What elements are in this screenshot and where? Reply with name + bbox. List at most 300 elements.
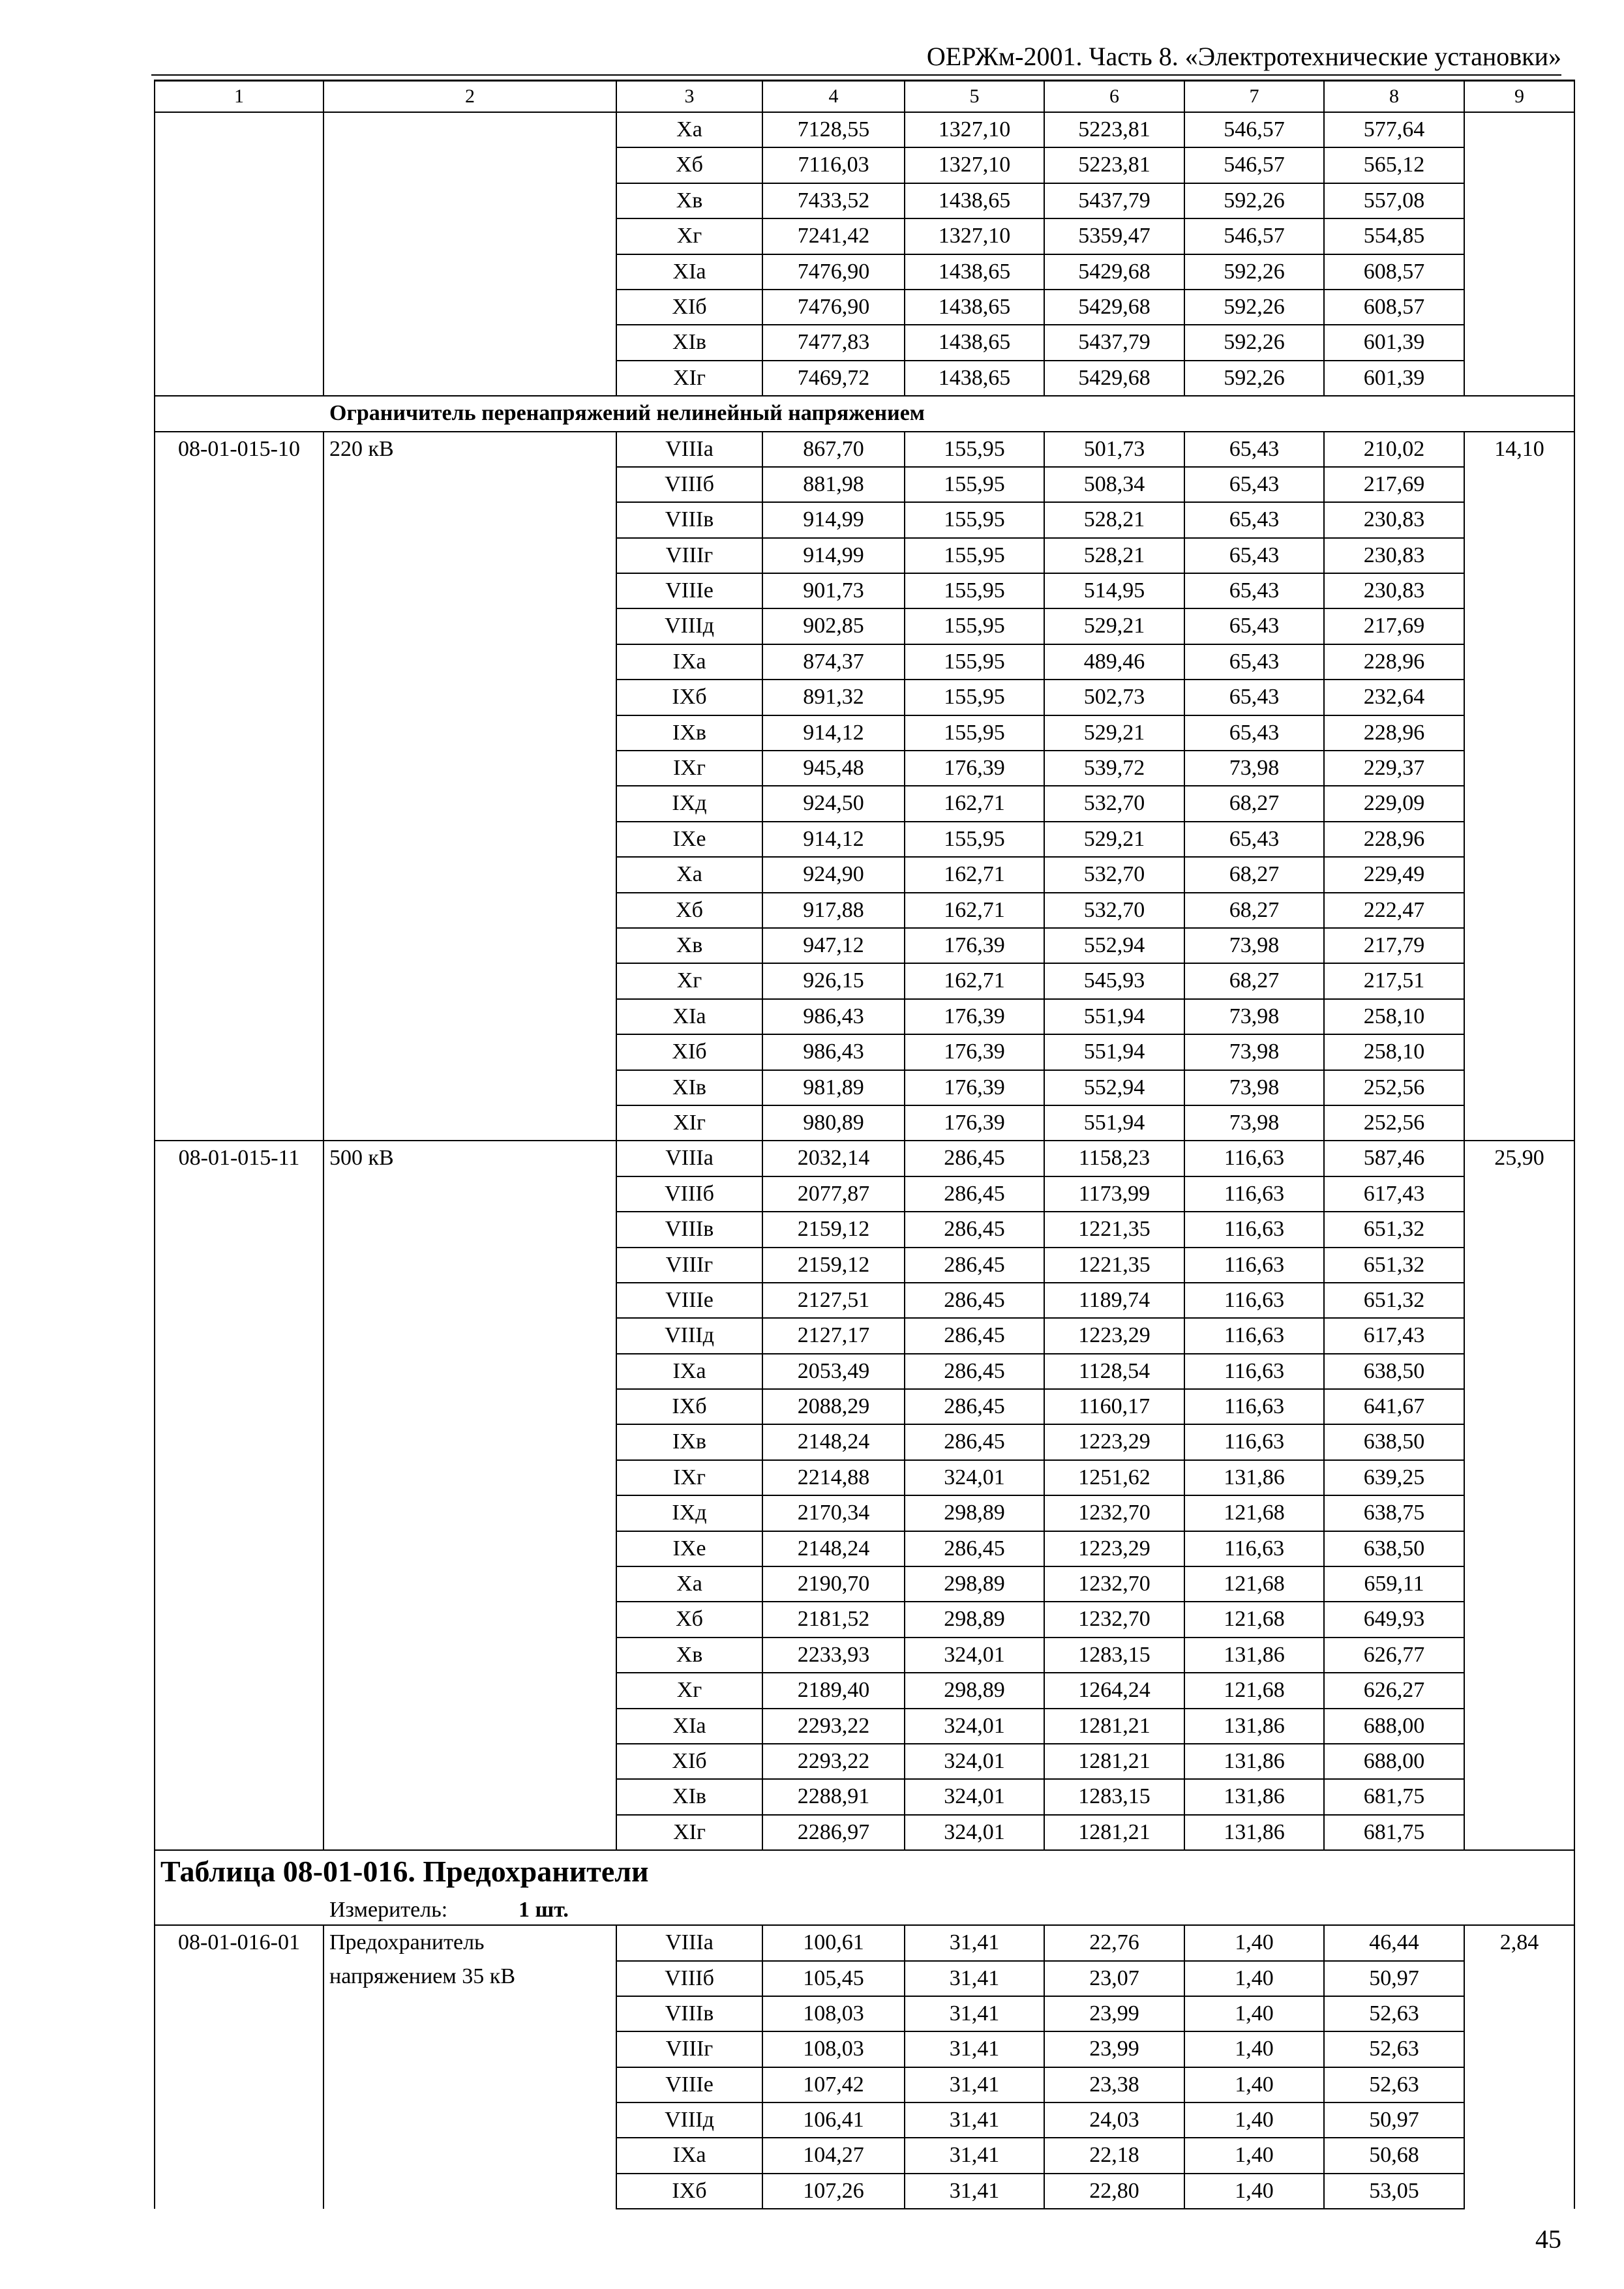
value-cell: 914,12	[762, 715, 905, 751]
zone-cell: IXв	[616, 715, 762, 751]
value-cell: 116,63	[1184, 1248, 1324, 1283]
value-cell: 324,01	[905, 1815, 1044, 1850]
value-cell: 2159,12	[762, 1212, 905, 1247]
value-cell: 7469,72	[762, 361, 905, 396]
zone-cell: VIIIг	[616, 1248, 762, 1283]
zone-cell: VIIIв	[616, 1996, 762, 2031]
value-cell: 65,43	[1184, 432, 1324, 467]
value-cell: 1327,10	[905, 218, 1044, 254]
value-cell: 1251,62	[1044, 1460, 1184, 1495]
value-cell: 901,73	[762, 573, 905, 608]
value-cell: 65,43	[1184, 502, 1324, 537]
zone-cell: IXг	[616, 1460, 762, 1495]
value-cell: 577,64	[1324, 112, 1464, 147]
table-row	[155, 1925, 1574, 1960]
rate-code: 08-01-015-10	[155, 432, 323, 1141]
zone-cell: Xг	[616, 218, 762, 254]
value-cell: 1160,17	[1044, 1389, 1184, 1424]
value-cell: 116,63	[1184, 1318, 1324, 1353]
zone-cell: Xв	[616, 1638, 762, 1673]
zone-cell: XIб	[616, 1034, 762, 1070]
value-cell: 557,08	[1324, 183, 1464, 218]
value-cell: 286,45	[905, 1248, 1044, 1283]
value-cell: 298,89	[905, 1673, 1044, 1708]
value-cell: 1,40	[1184, 1925, 1324, 1960]
value-cell: 131,86	[1184, 1709, 1324, 1744]
zone-cell: XIв	[616, 1070, 762, 1105]
value-cell: 104,27	[762, 2138, 905, 2173]
value-cell: 638,75	[1324, 1495, 1464, 1531]
value-cell: 874,37	[762, 644, 905, 680]
value-cell: 7476,90	[762, 254, 905, 290]
value-cell: 681,75	[1324, 1815, 1464, 1850]
value-cell: 65,43	[1184, 680, 1324, 715]
value-cell: 981,89	[762, 1070, 905, 1105]
section-header-row	[155, 396, 1574, 431]
value-cell: 121,68	[1184, 1602, 1324, 1637]
value-cell: 651,32	[1324, 1248, 1464, 1283]
zone-cell: VIIIд	[616, 2102, 762, 2138]
value-cell: 914,99	[762, 502, 905, 537]
value-cell: 1438,65	[905, 254, 1044, 290]
zone-cell: Xв	[616, 928, 762, 963]
value-cell: 529,21	[1044, 715, 1184, 751]
zone-cell: XIa	[616, 254, 762, 290]
value-cell: 108,03	[762, 2031, 905, 2067]
value-cell: 23,38	[1044, 2067, 1184, 2102]
value-cell: 514,95	[1044, 573, 1184, 608]
value-cell: 155,95	[905, 467, 1044, 502]
value-cell: 1281,21	[1044, 1744, 1184, 1779]
value-cell: 2032,14	[762, 1141, 905, 1176]
value-cell: 258,10	[1324, 1034, 1464, 1070]
value-cell: 176,39	[905, 1070, 1044, 1105]
value-cell: 508,34	[1044, 467, 1184, 502]
value-cell: 131,86	[1184, 1460, 1324, 1495]
zone-cell: VIIIa	[616, 1141, 762, 1176]
zone-cell: Xa	[616, 857, 762, 892]
value-cell: 131,86	[1184, 1744, 1324, 1779]
value-cell: 228,96	[1324, 644, 1464, 680]
value-cell: 52,63	[1324, 2031, 1464, 2067]
value-cell: 107,26	[762, 2174, 905, 2209]
value-cell: 73,98	[1184, 1105, 1324, 1141]
value-cell: 68,27	[1184, 786, 1324, 821]
value-cell: 286,45	[905, 1424, 1044, 1459]
value-cell: 926,15	[762, 963, 905, 998]
page-number: 45	[1535, 2224, 1561, 2254]
value-cell: 2159,12	[762, 1248, 905, 1283]
zone-cell: IXe	[616, 822, 762, 857]
zone-cell: VIIIд	[616, 1318, 762, 1353]
zone-cell: XIв	[616, 1779, 762, 1814]
value-cell: 50,68	[1324, 2138, 1464, 2173]
value-cell: 5359,47	[1044, 218, 1184, 254]
zone-cell: Xб	[616, 1602, 762, 1637]
value-cell: 131,86	[1184, 1815, 1324, 1850]
value-cell: 155,95	[905, 538, 1044, 573]
value-cell: 23,99	[1044, 1996, 1184, 2031]
value-cell: 5223,81	[1044, 112, 1184, 147]
value-cell: 155,95	[905, 573, 1044, 608]
value-cell: 116,63	[1184, 1283, 1324, 1318]
value-cell: 1223,29	[1044, 1318, 1184, 1353]
value-cell: 681,75	[1324, 1779, 1464, 1814]
value-cell: 73,98	[1184, 928, 1324, 963]
value-cell: 489,46	[1044, 644, 1184, 680]
value-cell: 23,99	[1044, 2031, 1184, 2067]
value-cell: 324,01	[905, 1709, 1044, 1744]
value-cell: 217,69	[1324, 608, 1464, 644]
value-cell: 867,70	[762, 432, 905, 467]
value-cell: 529,21	[1044, 822, 1184, 857]
value-cell: 324,01	[905, 1779, 1044, 1814]
value-cell: 917,88	[762, 893, 905, 928]
value-cell: 1223,29	[1044, 1424, 1184, 1459]
value-cell: 52,63	[1324, 1996, 1464, 2031]
zone-cell: VIIIa	[616, 1925, 762, 1960]
value-cell: 639,25	[1324, 1460, 1464, 1495]
value-cell: 162,71	[905, 893, 1044, 928]
zone-cell: XIa	[616, 1709, 762, 1744]
value-cell: 881,98	[762, 467, 905, 502]
zone-cell: XIг	[616, 361, 762, 396]
value-cell: 532,70	[1044, 857, 1184, 892]
rate-name: 500 кВ	[323, 1141, 616, 1850]
table-title: Таблица 08-01-016. Предохранители	[160, 1855, 649, 1889]
value-cell: 286,45	[905, 1318, 1044, 1353]
rates-table	[154, 80, 1575, 2209]
zone-cell: IXг	[616, 751, 762, 786]
value-cell: 641,67	[1324, 1389, 1464, 1424]
zone-cell: Xг	[616, 963, 762, 998]
value-cell: 131,86	[1184, 1638, 1324, 1673]
value-cell: 552,94	[1044, 1070, 1184, 1105]
value-cell: 539,72	[1044, 751, 1184, 786]
value-cell: 298,89	[905, 1602, 1044, 1637]
value-cell: 2127,51	[762, 1283, 905, 1318]
value-cell: 46,44	[1324, 1925, 1464, 1960]
value-cell: 1128,54	[1044, 1354, 1184, 1389]
value-cell: 155,95	[905, 680, 1044, 715]
value-cell: 31,41	[905, 2174, 1044, 2209]
value-cell: 2181,52	[762, 1602, 905, 1637]
value-cell: 1221,35	[1044, 1248, 1184, 1283]
zone-cell: Xa	[616, 1566, 762, 1602]
value-cell: 298,89	[905, 1495, 1044, 1531]
rate-code	[155, 112, 323, 396]
value-cell: 528,21	[1044, 502, 1184, 537]
value-cell: 554,85	[1324, 218, 1464, 254]
zone-cell: XIв	[616, 325, 762, 360]
value-cell: 176,39	[905, 999, 1044, 1034]
rate-code: 08-01-016-01	[155, 1925, 323, 2209]
value-cell: 217,79	[1324, 928, 1464, 963]
zone-cell: IXa	[616, 1354, 762, 1389]
value-cell: 155,95	[905, 822, 1044, 857]
value-cell: 106,41	[762, 2102, 905, 2138]
value-cell: 5429,68	[1044, 361, 1184, 396]
value-cell: 286,45	[905, 1141, 1044, 1176]
value-cell: 1232,70	[1044, 1495, 1184, 1531]
value-cell: 121,68	[1184, 1495, 1324, 1531]
value-cell: 116,63	[1184, 1389, 1324, 1424]
value-cell: 1173,99	[1044, 1176, 1184, 1212]
value-cell: 1283,15	[1044, 1638, 1184, 1673]
value-cell: 891,32	[762, 680, 905, 715]
value-cell: 529,21	[1044, 608, 1184, 644]
rate-name	[323, 112, 616, 396]
value-cell: 50,97	[1324, 2102, 1464, 2138]
column-9-value: 2,84	[1464, 1925, 1574, 2209]
value-cell: 116,63	[1184, 1176, 1324, 1212]
value-cell: 638,50	[1324, 1424, 1464, 1459]
value-cell: 65,43	[1184, 538, 1324, 573]
value-cell: 22,18	[1044, 2138, 1184, 2173]
value-cell: 986,43	[762, 999, 905, 1034]
measure-value: 1 шт.	[519, 1898, 569, 1922]
value-cell: 286,45	[905, 1389, 1044, 1424]
value-cell: 1327,10	[905, 112, 1044, 147]
value-cell: 232,64	[1324, 680, 1464, 715]
value-cell: 217,51	[1324, 963, 1464, 998]
value-cell: 155,95	[905, 715, 1044, 751]
value-cell: 176,39	[905, 751, 1044, 786]
value-cell: 551,94	[1044, 1105, 1184, 1141]
value-cell: 592,26	[1184, 290, 1324, 325]
value-cell: 7241,42	[762, 218, 905, 254]
section-header: Ограничитель перенапряжений нелинейный напряжением	[329, 401, 925, 426]
zone-cell: VIIIв	[616, 502, 762, 537]
value-cell: 2286,97	[762, 1815, 905, 1850]
value-cell: 68,27	[1184, 857, 1324, 892]
value-cell: 5429,68	[1044, 290, 1184, 325]
value-cell: 947,12	[762, 928, 905, 963]
value-cell: 7476,90	[762, 290, 905, 325]
value-cell: 2214,88	[762, 1460, 905, 1495]
rate-code: 08-01-015-11	[155, 1141, 323, 1850]
zone-cell: IXв	[616, 1424, 762, 1459]
value-cell: 1,40	[1184, 2102, 1324, 2138]
zone-cell: XIг	[616, 1815, 762, 1850]
value-cell: 298,89	[905, 1566, 1044, 1602]
value-cell: 286,45	[905, 1212, 1044, 1247]
value-cell: 1281,21	[1044, 1709, 1184, 1744]
value-cell: 31,41	[905, 2102, 1044, 2138]
value-cell: 108,03	[762, 1996, 905, 2031]
zone-cell: VIIIб	[616, 1176, 762, 1212]
value-cell: 31,41	[905, 1961, 1044, 1996]
value-cell: 324,01	[905, 1638, 1044, 1673]
value-cell: 552,94	[1044, 928, 1184, 963]
measure-row	[155, 1896, 1574, 1925]
value-cell: 1232,70	[1044, 1602, 1184, 1637]
value-cell: 116,63	[1184, 1531, 1324, 1566]
value-cell: 608,57	[1324, 254, 1464, 290]
value-cell: 601,39	[1324, 361, 1464, 396]
value-cell: 116,63	[1184, 1141, 1324, 1176]
value-cell: 924,50	[762, 786, 905, 821]
value-cell: 914,12	[762, 822, 905, 857]
value-cell: 902,85	[762, 608, 905, 644]
value-cell: 601,39	[1324, 325, 1464, 360]
column-number: 7	[1184, 81, 1324, 113]
zone-cell: VIIIe	[616, 573, 762, 608]
rate-name: Предохранитель напряжением 35 кВ	[323, 1925, 616, 2209]
value-cell: 528,21	[1044, 538, 1184, 573]
zone-cell: XIг	[616, 1105, 762, 1141]
table-title-cell	[155, 1850, 1574, 1896]
value-cell: 121,68	[1184, 1673, 1324, 1708]
table-row	[155, 112, 1574, 147]
value-cell: 532,70	[1044, 786, 1184, 821]
value-cell: 617,43	[1324, 1176, 1464, 1212]
value-cell: 162,71	[905, 963, 1044, 998]
value-cell: 551,94	[1044, 1034, 1184, 1070]
value-cell: 286,45	[905, 1354, 1044, 1389]
value-cell: 162,71	[905, 786, 1044, 821]
value-cell: 131,86	[1184, 1779, 1324, 1814]
value-cell: 116,63	[1184, 1354, 1324, 1389]
value-cell: 659,11	[1324, 1566, 1464, 1602]
value-cell: 945,48	[762, 751, 905, 786]
value-cell: 222,47	[1324, 893, 1464, 928]
value-cell: 31,41	[905, 1925, 1044, 1960]
value-cell: 2288,91	[762, 1779, 905, 1814]
zone-cell: IXa	[616, 644, 762, 680]
value-cell: 626,27	[1324, 1673, 1464, 1708]
zone-cell: XIб	[616, 1744, 762, 1779]
value-cell: 608,57	[1324, 290, 1464, 325]
column-number: 3	[616, 81, 762, 113]
table-row	[155, 432, 1574, 467]
column-number: 8	[1324, 81, 1464, 113]
value-cell: 7433,52	[762, 183, 905, 218]
zone-cell: Xб	[616, 147, 762, 183]
value-cell: 2293,22	[762, 1744, 905, 1779]
value-cell: 50,97	[1324, 1961, 1464, 1996]
value-cell: 651,32	[1324, 1212, 1464, 1247]
value-cell: 1,40	[1184, 1961, 1324, 1996]
value-cell: 22,80	[1044, 2174, 1184, 2209]
value-cell: 258,10	[1324, 999, 1464, 1034]
value-cell: 2127,17	[762, 1318, 905, 1353]
value-cell: 155,95	[905, 644, 1044, 680]
zone-cell: IXa	[616, 2138, 762, 2173]
column-number: 5	[905, 81, 1044, 113]
column-9-value: 14,10	[1464, 432, 1574, 1141]
value-cell: 617,43	[1324, 1318, 1464, 1353]
value-cell: 65,43	[1184, 573, 1324, 608]
value-cell: 228,96	[1324, 715, 1464, 751]
zone-cell: VIIIa	[616, 432, 762, 467]
value-cell: 546,57	[1184, 147, 1324, 183]
value-cell: 324,01	[905, 1744, 1044, 1779]
column-number: 6	[1044, 81, 1184, 113]
value-cell: 155,95	[905, 502, 1044, 537]
value-cell: 116,63	[1184, 1212, 1324, 1247]
value-cell: 5437,79	[1044, 325, 1184, 360]
value-cell: 592,26	[1184, 361, 1324, 396]
table-row	[155, 1141, 1574, 1176]
value-cell: 688,00	[1324, 1709, 1464, 1744]
value-cell: 980,89	[762, 1105, 905, 1141]
zone-cell: IXб	[616, 2174, 762, 2209]
value-cell: 546,57	[1184, 112, 1324, 147]
value-cell: 986,43	[762, 1034, 905, 1070]
value-cell: 65,43	[1184, 644, 1324, 680]
value-cell: 2077,87	[762, 1176, 905, 1212]
value-cell: 65,43	[1184, 467, 1324, 502]
value-cell: 1438,65	[905, 361, 1044, 396]
value-cell: 2053,49	[762, 1354, 905, 1389]
value-cell: 5429,68	[1044, 254, 1184, 290]
value-cell: 5437,79	[1044, 183, 1184, 218]
value-cell: 100,61	[762, 1925, 905, 1960]
value-cell: 228,96	[1324, 822, 1464, 857]
value-cell: 1438,65	[905, 290, 1044, 325]
column-number: 1	[155, 81, 323, 113]
zone-cell: IXд	[616, 1495, 762, 1531]
section-header-cell	[155, 396, 1574, 431]
value-cell: 2088,29	[762, 1389, 905, 1424]
value-cell: 286,45	[905, 1176, 1044, 1212]
value-cell: 217,69	[1324, 467, 1464, 502]
column-number: 4	[762, 81, 905, 113]
value-cell: 73,98	[1184, 751, 1324, 786]
value-cell: 5223,81	[1044, 147, 1184, 183]
value-cell: 592,26	[1184, 254, 1324, 290]
value-cell: 1221,35	[1044, 1212, 1184, 1247]
value-cell: 1158,23	[1044, 1141, 1184, 1176]
value-cell: 31,41	[905, 2138, 1044, 2173]
value-cell: 324,01	[905, 1460, 1044, 1495]
value-cell: 121,68	[1184, 1566, 1324, 1602]
value-cell: 1,40	[1184, 1996, 1324, 2031]
value-cell: 1223,29	[1044, 1531, 1184, 1566]
value-cell: 651,32	[1324, 1283, 1464, 1318]
value-cell: 155,95	[905, 608, 1044, 644]
value-cell: 31,41	[905, 2031, 1044, 2067]
measure-cell	[155, 1896, 1574, 1925]
value-cell: 1283,15	[1044, 1779, 1184, 1814]
value-cell: 2190,70	[762, 1566, 905, 1602]
value-cell: 24,03	[1044, 2102, 1184, 2138]
value-cell: 52,63	[1324, 2067, 1464, 2102]
header-rule	[151, 74, 1561, 76]
running-header: ОЕРЖм-2001. Часть 8. «Электротехнические установки»	[926, 42, 1561, 71]
value-cell: 176,39	[905, 928, 1044, 963]
value-cell: 162,71	[905, 857, 1044, 892]
value-cell: 551,94	[1044, 999, 1184, 1034]
value-cell: 230,83	[1324, 573, 1464, 608]
value-cell: 230,83	[1324, 502, 1464, 537]
value-cell: 638,50	[1324, 1354, 1464, 1389]
value-cell: 286,45	[905, 1283, 1044, 1318]
value-cell: 546,57	[1184, 218, 1324, 254]
value-cell: 7128,55	[762, 112, 905, 147]
zone-cell: IXб	[616, 680, 762, 715]
value-cell: 592,26	[1184, 183, 1324, 218]
value-cell: 31,41	[905, 2067, 1044, 2102]
zone-cell: IXд	[616, 786, 762, 821]
value-cell: 2293,22	[762, 1709, 905, 1744]
value-cell: 68,27	[1184, 963, 1324, 998]
table-title-row	[155, 1850, 1574, 1896]
value-cell: 73,98	[1184, 1034, 1324, 1070]
value-cell: 7477,83	[762, 325, 905, 360]
value-cell: 65,43	[1184, 608, 1324, 644]
